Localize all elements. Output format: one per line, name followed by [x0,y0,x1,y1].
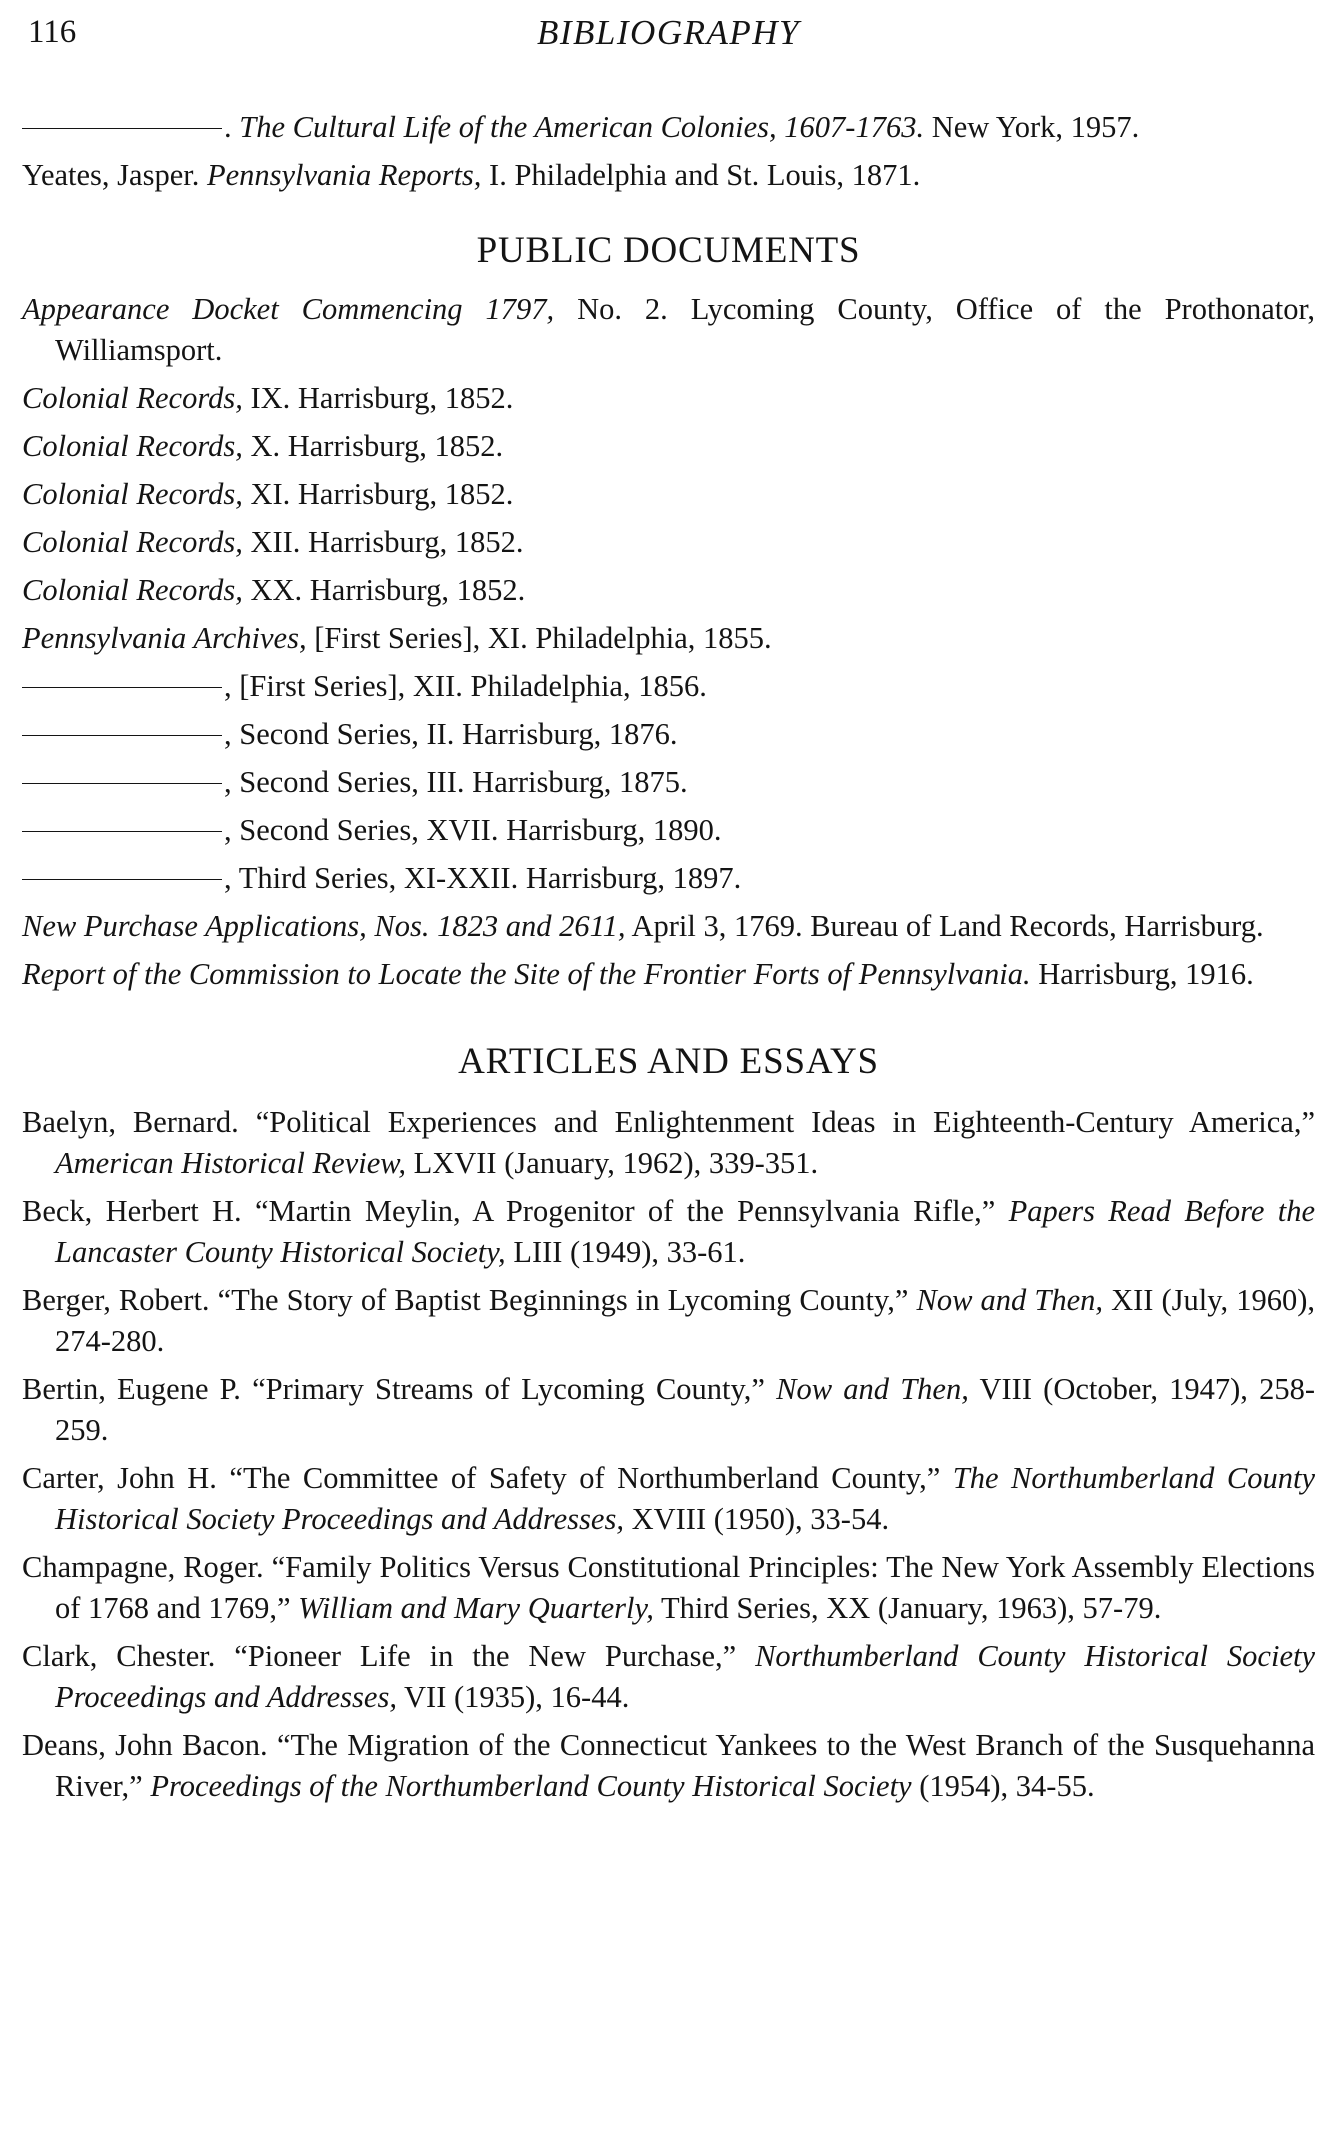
entry-details: VII (1935), 16-44. [404,1680,630,1714]
bibliography-entry [22,1458,1315,1540]
bibliography-entry [22,1102,1315,1184]
bibliography-entry [22,1191,1315,1273]
public-documents-section [22,230,1315,995]
ditto-punctuation: , [224,861,232,895]
bibliography-entry [22,474,1315,515]
ditto-punctuation: , [224,669,232,703]
bibliography-entry [22,954,1315,995]
entry-title: Colonial Records, [22,477,243,511]
entry-title: Pennsylvania Reports, [206,158,482,192]
running-title: BIBLIOGRAPHY [537,13,800,52]
entry-author: Yeates, Jasper. [22,158,200,192]
entry-details: [First Series], XII. Philadelphia, 1856. [239,669,707,703]
entry-author: Champagne, Roger. “Family Politics Versus Constitutional Principles: The New York Assembly Elections of 1768 and 1769,” [22,1550,1315,1625]
entry-details: I. Philadelphia and St. Louis, 1871. [489,158,921,192]
entry-details: Third Series, XX (January, 1963), 57-79. [661,1591,1162,1625]
entry-author: Berger, Robert. “The Story of Baptist Beginnings in Lycoming County,” [22,1283,909,1317]
entry-details: No. 2. Lycoming County, Office of the Prothonator, Williamsport. [55,292,1316,367]
entry-author: Deans, John Bacon. “The Migration of the Connecticut Yankees to the West Branch of the Susquehanna River,” [22,1728,1315,1803]
entry-details: Harrisburg, 1916. [1038,957,1254,991]
bibliography-entry [22,810,1315,851]
entry-details: (1954), 34-55. [919,1769,1095,1803]
bibliography-entry [22,858,1315,899]
ditto-rule [22,879,222,880]
ditto-rule [22,735,222,736]
articles-list [22,1102,1315,1807]
bibliography-entry [22,1636,1315,1718]
entry-details: LIII (1949), 33-61. [513,1235,746,1269]
entry-title: Pennsylvania Archives, [22,621,307,655]
entry-details: XI. Harrisburg, 1852. [250,477,514,511]
page-number: 116 [28,14,77,50]
bibliography-entry: . The Cultural Life of the American Colonies, 1607-1763. New York, 1957. [22,107,1315,148]
entry-title: Report of the Commission to Locate the Site of the Frontier Forts of Pennsylvania. [22,957,1031,991]
entry-title: William and Mary Quarterly, [298,1591,654,1625]
entry-details: Third Series, XI-XXII. Harrisburg, 1897. [238,861,742,895]
entry-details: XII. Harrisburg, 1852. [250,525,524,559]
entry-title: Colonial Records, [22,573,243,607]
entry-title: The Northumberland County Historical Society Proceedings and Addresses, [55,1461,1315,1536]
entry-details: April 3, 1769. Bureau of Land Records, Harrisburg. [631,909,1264,943]
entry-author: Bertin, Eugene P. “Primary Streams of Lycoming County,” [22,1372,765,1406]
entry-title: Appearance Docket Commencing 1797, [22,292,555,326]
bibliography-entry [22,378,1315,419]
entry-details: XX. Harrisburg, 1852. [250,573,526,607]
entry-details: [First Series], XI. Philadelphia, 1855. [314,621,772,655]
entry-title: Colonial Records, [22,381,243,415]
entry-author: Carter, John H. “The Committee of Safety of Northumberland County,” [22,1461,941,1495]
entry-title: Colonial Records, [22,525,243,559]
continued-entries [22,107,1315,196]
entry-title: Proceedings of the Northumberland County Historical Society [150,1769,912,1803]
bibliography-entry [22,1280,1315,1362]
entry-title: Papers Read Before the Lancaster County Historical Society, [55,1194,1315,1269]
section-heading-articles: ARTICLES AND ESSAYS [458,1041,879,1082]
ditto-punctuation: , [224,765,232,799]
entry-title: New Purchase Applications, Nos. 1823 and 2611, [22,909,626,943]
entry-details: X. Harrisburg, 1852. [250,429,504,463]
ditto-rule [22,783,222,784]
ditto-rule [22,687,222,688]
entry-title: Colonial Records, [22,429,243,463]
bibliography-entry [22,155,1315,196]
bibliography-entry [22,762,1315,803]
bibliography-entry [22,1547,1315,1629]
entry-author: Baelyn, Bernard. “Political Experiences and Enlightenment Ideas in Eighteenth-Century America,” [22,1105,1315,1139]
entry-details: LXVII (January, 1962), 339-351. [413,1146,819,1180]
bibliography-entry [22,1725,1315,1807]
entry-details: VIII (October, 1947), 258-259. [55,1372,1316,1447]
ditto-punctuation: , [224,813,232,847]
entry-title: American Historical Review, [55,1146,406,1180]
bibliography-entry [22,426,1315,467]
bibliography-entry [22,1369,1315,1451]
entry-details: XVIII (1950), 33-54. [631,1502,890,1536]
bibliography-entry [22,714,1315,755]
entry-details: Second Series, III. Harrisburg, 1875. [239,765,688,799]
entry-details: New York, 1957. [931,110,1140,144]
articles-section [22,1041,1315,1807]
running-head [22,4,1315,62]
entry-details: IX. Harrisburg, 1852. [250,381,514,415]
entry-author: Clark, Chester. “Pioneer Life in the New Purchase,” [22,1639,737,1673]
bibliography-entry [22,570,1315,611]
entry-details: Second Series, II. Harrisburg, 1876. [239,717,678,751]
bibliography-entry [22,522,1315,563]
section-heading-public-documents: PUBLIC DOCUMENTS [476,230,861,271]
ditto-rule [22,831,222,832]
bibliography-entry [22,666,1315,707]
bibliography-entry [22,618,1315,659]
entry-title: Now and Then, [776,1372,969,1406]
bibliography-entry [22,289,1315,371]
entry-author: Beck, Herbert H. “Martin Meylin, A Progenitor of the Pennsylvania Rifle,” [22,1194,996,1228]
ditto-rule [22,128,222,129]
bibliography-entry [22,906,1315,947]
entry-details: Second Series, XVII. Harrisburg, 1890. [239,813,722,847]
entry-title: The Cultural Life of the American Colonies, 1607-1763. [239,110,925,144]
entry-title: Northumberland County Historical Society Proceedings and Addresses, [55,1639,1315,1714]
entry-details: XII (July, 1960), 274-280. [55,1283,1316,1358]
entry-title: Now and Then, [916,1283,1104,1317]
public-documents-list [22,289,1315,995]
ditto-punctuation: , [224,717,232,751]
